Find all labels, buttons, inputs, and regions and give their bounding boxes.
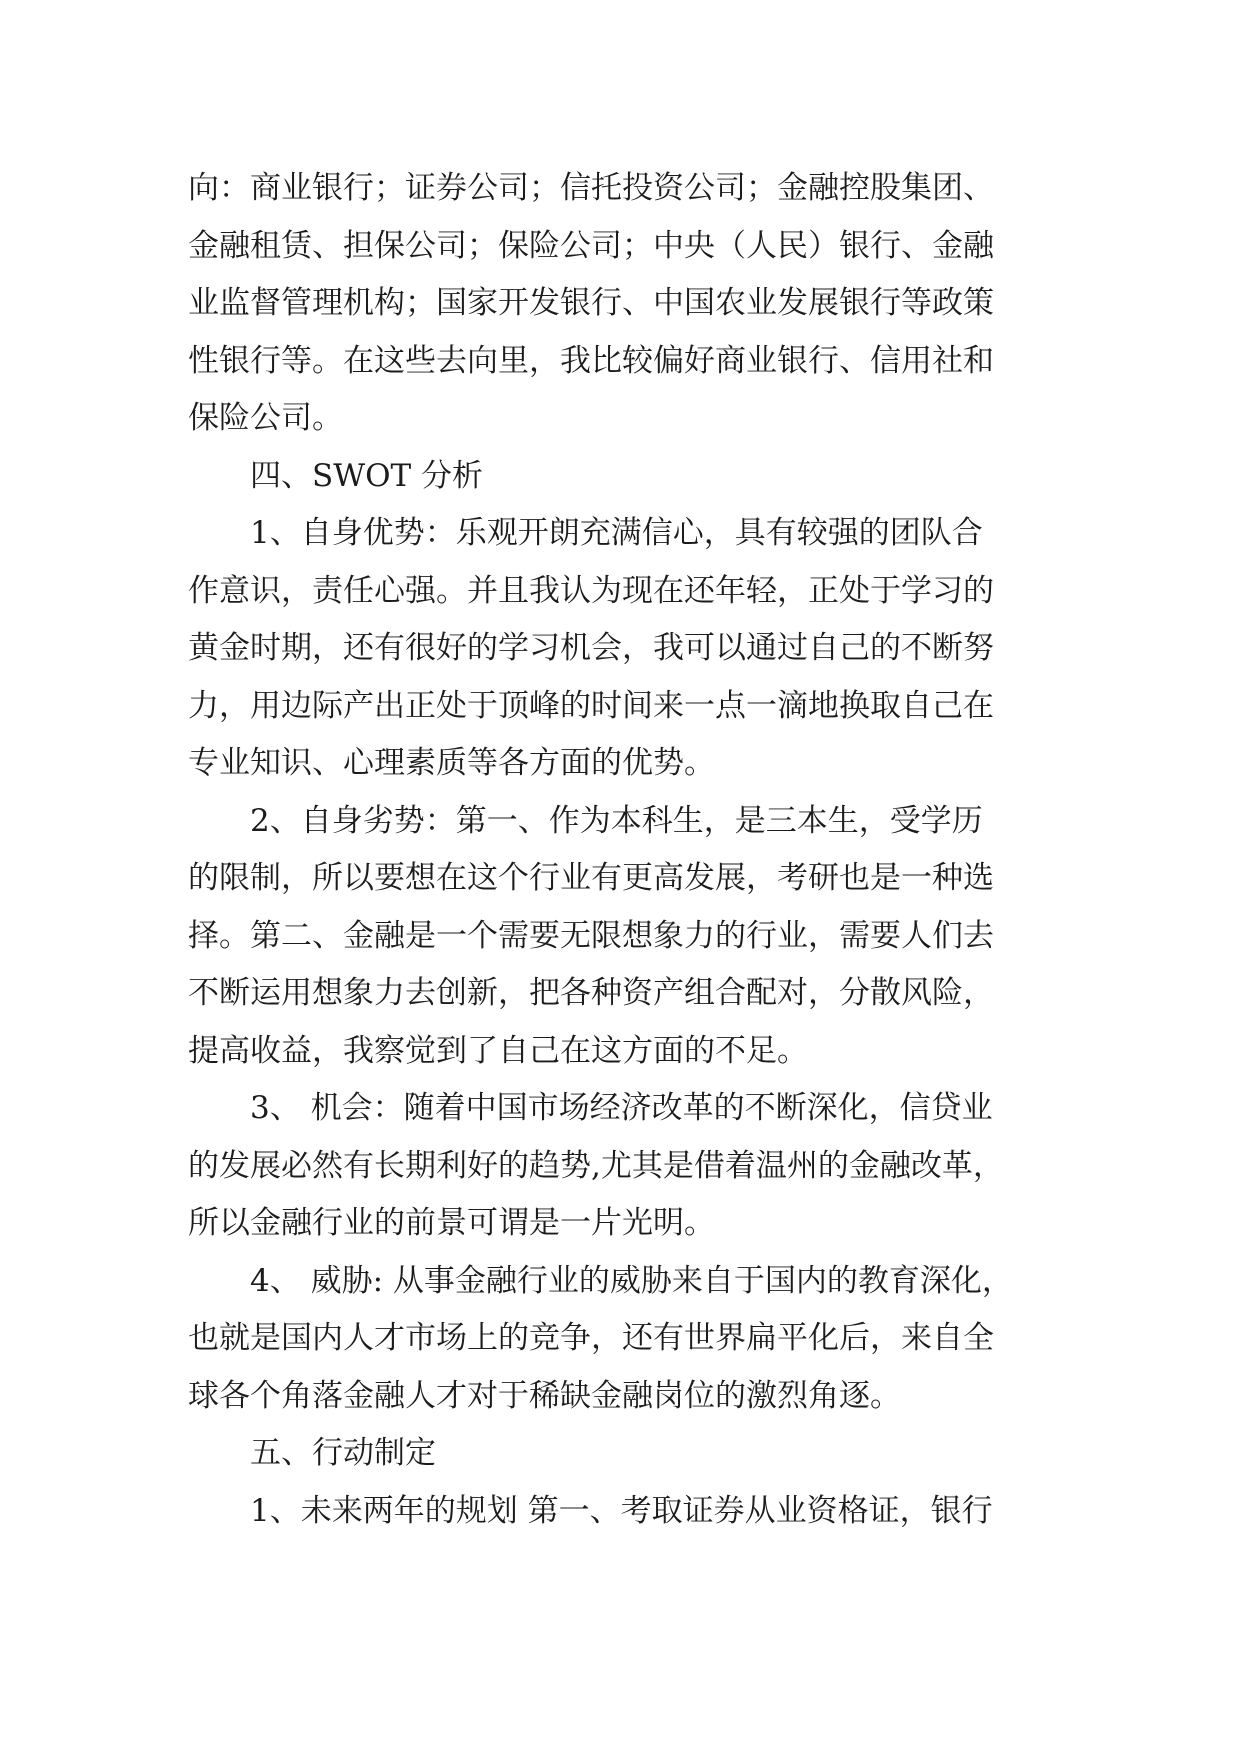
text-line: 球各个角落金融人才对于稀缺金融岗位的激烈角逐。	[188, 1377, 901, 1414]
section-heading: 五、行动制定	[250, 1435, 436, 1471]
text-line: 向：商业银行；证券公司；信托投资公司；金融控股集团、	[188, 170, 994, 206]
text-line: 保险公司。	[188, 400, 343, 436]
text-line: 的发展必然有长期利好的趋势,尤其是借着温州的金融改革，	[188, 1147, 1004, 1184]
section-heading: 四、SWOT 分析	[250, 457, 484, 494]
text-line: 专业知识、心理素质等各方面的优势。	[188, 745, 715, 781]
text-line: 3、 机会：随着中国市场经济改革的不断深化，信贷业	[250, 1090, 993, 1126]
text-line: 也就是国内人才市场上的竞争，还有世界扁平化后，来自全	[188, 1320, 994, 1356]
text-line: 黄金时期，还有很好的学习机会，我可以通过自己的不断努	[188, 630, 994, 666]
text-line: 1、未来两年的规划 第一、考取证券从业资格证，银行	[250, 1492, 993, 1529]
text-line: 提高收益，我察觉到了自己在这方面的不足。	[188, 1032, 808, 1069]
text-line: 作意识，责任心强。并且我认为现在还年轻，正处于学习的	[188, 572, 994, 609]
text-line: 金融租赁、担保公司；保险公司；中央（人民）银行、金融	[188, 227, 994, 264]
text-line: 4、 威胁: 从事金融行业的威胁来自于国内的教育深化，	[250, 1262, 1013, 1299]
text-line: 2、自身劣势：第一、作为本科生，是三本生，受学历	[250, 802, 983, 839]
text-line: 业监督管理机构；国家开发银行、中国农业发展银行等政策	[188, 285, 994, 321]
text-line: 力，用边际产出正处于顶峰的时间来一点一滴地换取自己在	[188, 687, 994, 724]
text-line: 择。第二、金融是一个需要无限想象力的行业，需要人们去	[188, 917, 994, 954]
text-line: 的限制，所以要想在这个行业有更高发展，考研也是一种选	[188, 860, 994, 896]
document-body	[188, 160, 1068, 1540]
text-line: 性银行等。在这些去向里，我比较偏好商业银行、信用社和	[188, 342, 994, 379]
text-line: 不断运用想象力去创新，把各种资产组合配对，分散风险，	[188, 975, 994, 1011]
text-line: 1、自身优势：乐观开朗充满信心，具有较强的团队合	[250, 515, 983, 551]
text-line: 所以金融行业的前景可谓是一片光明。	[188, 1205, 715, 1241]
